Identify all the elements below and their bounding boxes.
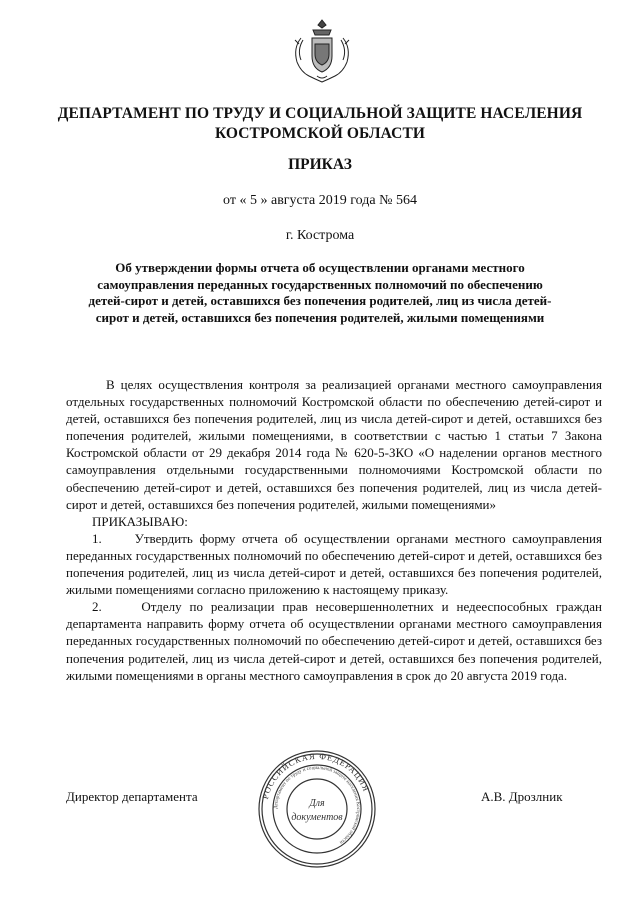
city: г. Кострома: [285, 228, 355, 243]
order-title: ПРИКАЗ: [288, 156, 352, 173]
department-line-1: ДЕПАРТАМЕНТ ПО ТРУДУ И СОЦИАЛЬНОЙ ЗАЩИТЕ НАСЕЛЕНИЯ: [57, 105, 583, 122]
stamp-center-line-2: документов: [291, 812, 343, 823]
order-subject: Об утверждении формы отчета об осуществлении органами местного самоуправления переданных государственных полномочий по обеспечению детей-сирот и детей, оставшихся без попечения родителей, лиц из числа детей-сирот и детей, оставшихся без попечения родителей, жилыми помещениями: [88, 260, 552, 325]
official-stamp: [256, 748, 378, 870]
order-item-2: 2. Отделу по реализации прав несовершеннолетних и недееспособных граждан департамента направить форму отчета об осуществлении органами местного самоуправления переданных государственных полномочий по обеспечению детей-сирот и детей, оставшихся без попечения родителей, лиц из числа детей-сирот и детей, оставшихся без попечения родителей, жилыми помещениями в органы местного самоуправления в срок до 20 августа 2019 года.: [66, 599, 602, 683]
coat-of-arms-icon: [291, 18, 353, 84]
order-date: от « 5 » августа 2019 года № 564: [223, 193, 417, 208]
stamp-center-line-1: Для: [309, 798, 325, 809]
preamble-paragraph: В целях осуществления контроля за реализацией органами местного самоуправления отдельных государственных полномочий Костромской области по обеспечению детей-сирот и детей, оставшихся без попечения родителей, лиц из числа детей-сирот и детей, оставшихся без попечения родителей, жилыми помещениями, в соответствии с частью 1 статьи 7 Закона Костромской области от 29 декабря 2014 года № 620-5-ЗКО «О наделении органов местного самоуправления отдельными государственными полномочиями Костромской области по обеспечению детей-сирот и детей, оставшихся без попечения родителей, лиц из числа детей-сирот и детей, оставшихся без попечения родителей, жилыми помещениями»: [66, 377, 602, 512]
order-item-1: 1. Утвердить форму отчета об осуществлении органами местного самоуправления переданных государственных полномочий по обеспечению детей-сирот и детей, оставшихся без попечения родителей, лиц из числа детей-сирот и детей, оставшихся без попечения родителей, жилыми помещениями согласно приложению к настоящему приказу.: [66, 530, 602, 598]
department-name: [40, 104, 600, 144]
signer-title: Директор департамента: [66, 789, 198, 804]
department-line-2: КОСТРОМСКОЙ ОБЛАСТИ: [214, 125, 426, 142]
orders-word: ПРИКАЗЫВАЮ:: [92, 513, 188, 529]
svg-text:РОССИЙСКАЯ ФЕДЕРАЦИЯ: РОССИЙСКАЯ ФЕДЕРАЦИЯ: [260, 750, 372, 801]
signer-name: А.В. Дрозлник: [481, 789, 563, 804]
svg-text:Департамент по труду и социаль: Департамент по труду и социальной защите населения Костромской области: [273, 765, 361, 845]
order-body: [66, 376, 602, 684]
